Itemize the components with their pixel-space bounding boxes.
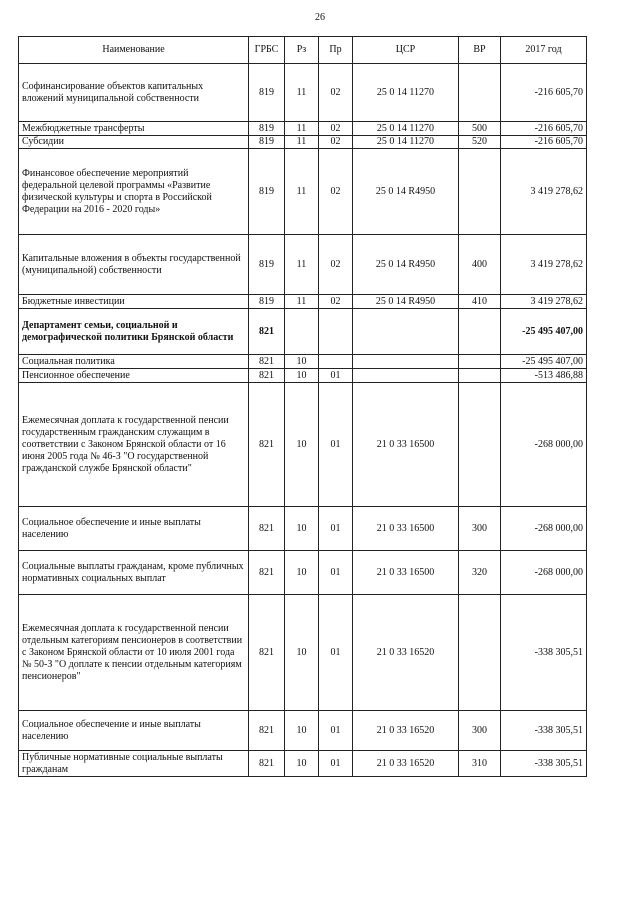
table-row <box>19 551 587 595</box>
cell-pr: 02 <box>319 235 353 295</box>
cell-pr: 01 <box>319 383 353 507</box>
cell-grbs: 819 <box>249 149 285 235</box>
cell-vr: 410 <box>459 295 501 309</box>
table-row <box>19 235 587 295</box>
cell-name: Финансовое обеспечение мероприятий федеральной целевой программы «Развитие физической культуры и спорта в Российской Федерации на 2016 - 2020 годы» <box>19 149 249 235</box>
cell-vr <box>459 369 501 383</box>
cell-pr: 01 <box>319 751 353 777</box>
cell-rz: 11 <box>285 295 319 309</box>
cell-amount: -216 605,70 <box>501 64 587 122</box>
cell-csr <box>353 355 459 369</box>
cell-csr: 21 0 33 16500 <box>353 507 459 551</box>
cell-name: Ежемесячная доплата к государственной пенсии отдельным категориям пенсионеров в соответствии с Законом Брянской области от 10 июля 2001 года № 50-З "О доплате к пенсии отдельным категориям пенсионеров" <box>19 595 249 711</box>
header-name: Наименование <box>19 37 249 64</box>
cell-name: Социальное обеспечение и иные выплаты населению <box>19 711 249 751</box>
cell-name: Социальное обеспечение и иные выплаты населению <box>19 507 249 551</box>
table-row <box>19 711 587 751</box>
header-vr: ВР <box>459 37 501 64</box>
header-amount: 2017 год <box>501 37 587 64</box>
cell-csr <box>353 369 459 383</box>
cell-pr: 01 <box>319 595 353 711</box>
cell-grbs: 821 <box>249 369 285 383</box>
cell-csr: 21 0 33 16520 <box>353 595 459 711</box>
header-csr: ЦСР <box>353 37 459 64</box>
cell-pr: 02 <box>319 64 353 122</box>
cell-vr: 500 <box>459 122 501 136</box>
cell-amount: -338 305,51 <box>501 751 587 777</box>
cell-rz: 11 <box>285 64 319 122</box>
cell-csr: 25 0 14 R4950 <box>353 235 459 295</box>
cell-rz: 10 <box>285 595 319 711</box>
cell-grbs: 821 <box>249 507 285 551</box>
cell-pr: 01 <box>319 711 353 751</box>
cell-amount: -216 605,70 <box>501 136 587 149</box>
page-number: 26 <box>315 12 325 23</box>
header-grbs: ГРБС <box>249 37 285 64</box>
cell-name: Публичные нормативные социальные выплаты гражданам <box>19 751 249 777</box>
cell-grbs: 821 <box>249 383 285 507</box>
cell-rz: 11 <box>285 149 319 235</box>
cell-vr: 300 <box>459 711 501 751</box>
cell-amount: -338 305,51 <box>501 711 587 751</box>
table-row <box>19 295 587 309</box>
cell-rz: 10 <box>285 751 319 777</box>
cell-csr: 21 0 33 16500 <box>353 551 459 595</box>
cell-pr: 01 <box>319 369 353 383</box>
cell-grbs: 819 <box>249 64 285 122</box>
cell-rz: 11 <box>285 122 319 136</box>
cell-grbs: 819 <box>249 295 285 309</box>
cell-amount: -513 486,88 <box>501 369 587 383</box>
cell-grbs: 819 <box>249 122 285 136</box>
cell-grbs: 821 <box>249 595 285 711</box>
cell-amount: -268 000,00 <box>501 551 587 595</box>
cell-vr <box>459 149 501 235</box>
table-row <box>19 149 587 235</box>
cell-amount: -25 495 407,00 <box>501 355 587 369</box>
cell-csr: 21 0 33 16520 <box>353 711 459 751</box>
cell-pr: 01 <box>319 551 353 595</box>
cell-pr <box>319 309 353 355</box>
cell-pr: 02 <box>319 149 353 235</box>
cell-name: Ежемесячная доплата к государственной пенсии государственным гражданским служащим в соответствии с Законом Брянской области от 16 июня 2005 года № 46-З "О государственной гражданской службе Брянской области" <box>19 383 249 507</box>
header-rz: Рз <box>285 37 319 64</box>
table-row <box>19 309 587 355</box>
cell-grbs: 821 <box>249 711 285 751</box>
cell-grbs: 821 <box>249 751 285 777</box>
cell-name: Софинансирование объектов капитальных вложений муниципальной собственности <box>19 64 249 122</box>
table-row <box>19 507 587 551</box>
cell-amount: 3 419 278,62 <box>501 149 587 235</box>
cell-rz: 11 <box>285 235 319 295</box>
cell-amount: 3 419 278,62 <box>501 295 587 309</box>
cell-grbs: 819 <box>249 235 285 295</box>
cell-csr: 21 0 33 16520 <box>353 751 459 777</box>
cell-name: Департамент семьи, социальной и демографической политики Брянской области <box>19 309 249 355</box>
cell-amount: -268 000,00 <box>501 507 587 551</box>
cell-pr <box>319 355 353 369</box>
cell-amount: -338 305,51 <box>501 595 587 711</box>
cell-name: Капитальные вложения в объекты государственной (муниципальной) собственности <box>19 235 249 295</box>
cell-csr: 25 0 14 11270 <box>353 64 459 122</box>
cell-name: Межбюджетные трансферты <box>19 122 249 136</box>
cell-csr <box>353 309 459 355</box>
cell-rz: 11 <box>285 136 319 149</box>
table-row <box>19 64 587 122</box>
cell-rz: 10 <box>285 507 319 551</box>
cell-name: Субсидии <box>19 136 249 149</box>
cell-vr: 520 <box>459 136 501 149</box>
cell-amount: -25 495 407,00 <box>501 309 587 355</box>
cell-vr: 400 <box>459 235 501 295</box>
cell-pr: 02 <box>319 122 353 136</box>
cell-csr: 25 0 14 11270 <box>353 122 459 136</box>
cell-csr: 25 0 14 R4950 <box>353 295 459 309</box>
cell-vr: 310 <box>459 751 501 777</box>
table-row <box>19 383 587 507</box>
cell-pr: 02 <box>319 295 353 309</box>
cell-name: Социальные выплаты гражданам, кроме публичных нормативных социальных выплат <box>19 551 249 595</box>
cell-rz: 10 <box>285 711 319 751</box>
cell-grbs: 819 <box>249 136 285 149</box>
cell-rz: 10 <box>285 551 319 595</box>
cell-vr: 300 <box>459 507 501 551</box>
cell-pr: 01 <box>319 507 353 551</box>
cell-vr <box>459 64 501 122</box>
cell-name: Пенсионное обеспечение <box>19 369 249 383</box>
header-pr: Пр <box>319 37 353 64</box>
cell-csr: 25 0 14 11270 <box>353 136 459 149</box>
cell-csr: 21 0 33 16500 <box>353 383 459 507</box>
cell-vr <box>459 595 501 711</box>
cell-amount: -216 605,70 <box>501 122 587 136</box>
table-row <box>19 751 587 777</box>
table-row <box>19 369 587 383</box>
cell-name: Социальная политика <box>19 355 249 369</box>
table-row <box>19 595 587 711</box>
cell-grbs: 821 <box>249 551 285 595</box>
cell-vr <box>459 355 501 369</box>
table-row <box>19 355 587 369</box>
cell-grbs: 821 <box>249 309 285 355</box>
table-row <box>19 122 587 136</box>
cell-amount: -268 000,00 <box>501 383 587 507</box>
cell-pr: 02 <box>319 136 353 149</box>
cell-vr: 320 <box>459 551 501 595</box>
budget-table <box>18 36 587 777</box>
table-header-row <box>19 37 587 64</box>
cell-rz: 10 <box>285 355 319 369</box>
cell-amount: 3 419 278,62 <box>501 235 587 295</box>
cell-rz <box>285 309 319 355</box>
cell-vr <box>459 383 501 507</box>
cell-rz: 10 <box>285 369 319 383</box>
cell-rz: 10 <box>285 383 319 507</box>
cell-vr <box>459 309 501 355</box>
cell-name: Бюджетные инвестиции <box>19 295 249 309</box>
cell-grbs: 821 <box>249 355 285 369</box>
cell-csr: 25 0 14 R4950 <box>353 149 459 235</box>
table-row <box>19 136 587 149</box>
